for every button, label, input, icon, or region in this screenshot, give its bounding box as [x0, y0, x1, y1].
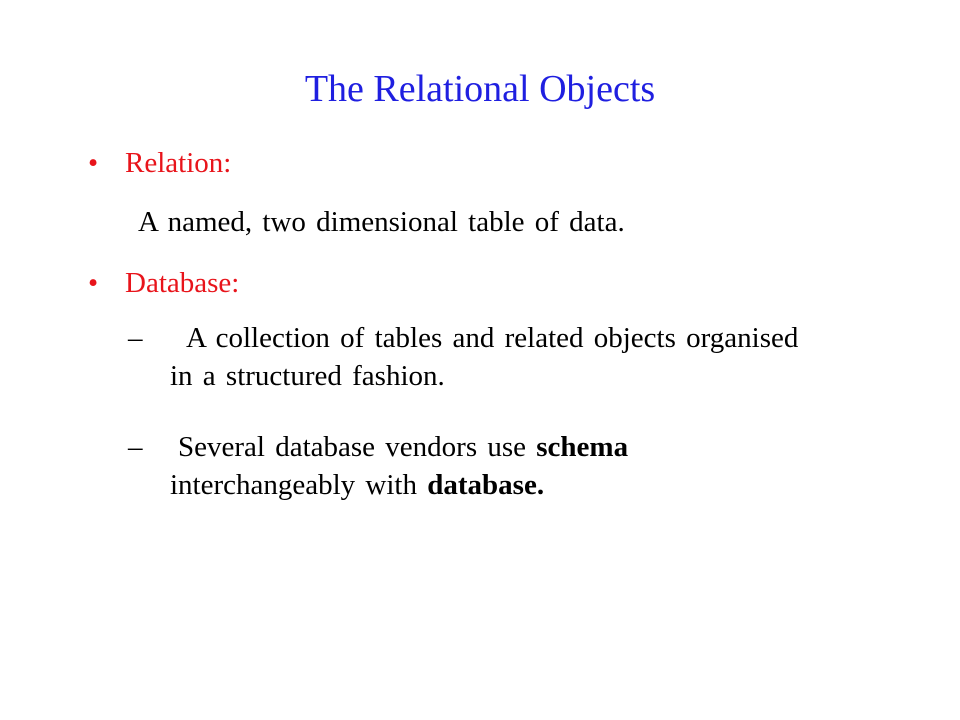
bullet-marker: • [88, 147, 99, 179]
sub-item-text [128, 428, 800, 504]
bullet-label-relation: Relation: [125, 147, 232, 179]
relation-definition: A named, two dimensional table of data. [138, 206, 625, 238]
database-sub-item-schema [128, 428, 800, 504]
dash-marker: – [128, 431, 143, 463]
sub-item-text-content: A collection of tables and related objects organised in a structured fashion. [170, 322, 799, 392]
sub-item-text [128, 319, 800, 395]
bullet-relation [88, 145, 231, 181]
bullet-database [88, 265, 239, 301]
sub-item-text-before: Several database vendors use [178, 431, 537, 463]
slide-title: The Relational Objects [304, 68, 656, 110]
bullet-label-database: Database: [125, 267, 240, 299]
database-sub-item-collection [128, 319, 800, 395]
keyword-schema: schema [536, 431, 629, 463]
bullet-marker: • [88, 267, 99, 299]
dash-marker: – [128, 322, 143, 354]
sub-item-text-middle: interchangeably with [170, 469, 428, 501]
keyword-database: database. [427, 469, 545, 501]
